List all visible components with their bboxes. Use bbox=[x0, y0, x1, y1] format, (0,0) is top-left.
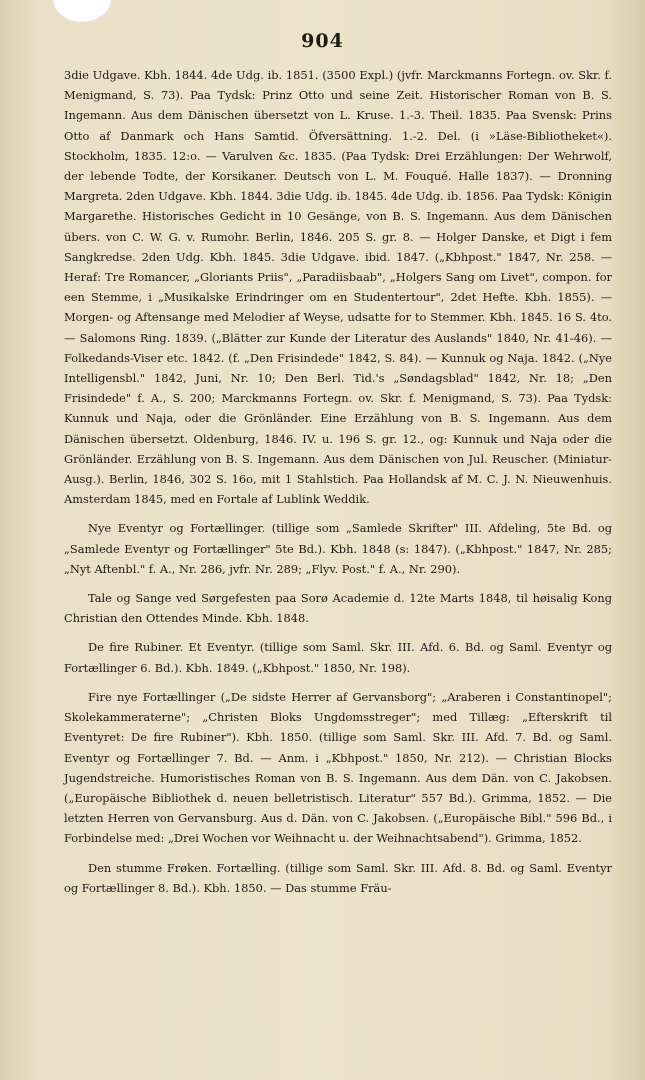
paragraph-nye-eventyr: Nye Eventyr og Fortællinger. (tillige som „Samlede Skrifter" III. Afdeling, 5te Bd. og „Samlede Eventyr og Fortællinger" 5te Bd.). Kbh. 1848 (s: 1847). („Kbhpost." 1847, Nr. 285; „Nyt Aftenbl." f. A., Nr. 286, jvfr. Nr. 289; „Flyv. Post." f. A., Nr. 290). bbox=[64, 521, 612, 576]
paragraph-fire-nye-fortaellinger: Fire nye Fortællinger („De sidste Herrer af Gervansborg"; „Araberen i Constantinopel"; Skolekammeraterne"; „Christen Bloks Ungdomsstreger"; med Tillæg: „Efterskrift til Eventyret: De fire Rubiner"). Kbh. 1850. (tillige som Saml. Skr. III. Afd. 7. Bd. og Saml. Eventyr og Fortællinger 7. Bd. — Anm. i „Kbhpost." 1850, Nr. 212). — Christian Blocks Jugendstreiche. Humoristisches Roman von B. S. Ingemann. Aus dem Dän. von C. Jakobsen. („Europäische Bibliothek d. neuen belletristisch. Literatur" 557 Bd.). Grimma, 1852. — Die letzten Herren von Gervansburg. Aus d. Dän. von C. Jakobsen. („Europäische Bibl." 596 Bd., i Forbindelse med: „Drei Wochen vor Weihnacht u. der Weihnachtsabend"). Grimma, 1852. bbox=[64, 689, 612, 846]
paragraph-den-stumme-froken: Den stumme Frøken. Fortælling. (tillige som Saml. Skr. III. Afd. 8. Bd. og Saml. Eventyr og Fortællinger 8. Bd.). Kbh. 1850. — Das stumme Fräu- bbox=[64, 860, 612, 895]
page-body bbox=[64, 65, 612, 898]
paragraph-de-fire-rubiner: De fire Rubiner. Et Eventyr. (tillige som Saml. Skr. III. Afd. 6. Bd. og Saml. Eventyr og Fortællinger 6. Bd.). Kbh. 1849. („Kbhpost." 1850, Nr. 198). bbox=[64, 640, 612, 675]
paragraph-tale-og-sange: Tale og Sange ved Sørgefesten paa Sorø Academie d. 12te Marts 1848, til høisalig Kong Christian den Ottendes Minde. Kbh. 1848. bbox=[64, 591, 612, 626]
paragraph-continuation: 3die Udgave. Kbh. 1844. 4de Udg. ib. 1851. (3500 Expl.) (jvfr. Marckmanns Fortegn. ov. Skr. f. Menigmand, S. 73). Paa Tydsk: Prinz Otto und seine Zeit. Historischer Roman von B. S. Ingemann. Aus dem Dänischen übersetzt von L. Kruse. 1.-3. Theil. 1835. Paa Svensk: Prins Otto af Danmark och Hans Samtid. Öfversättning. 1.-2. Del. (i »Läse-Bibliotheket«). Stockholm, 1835. 12:o. — Varulven &c. 1835. (Paa Tydsk: Drei Erzählungen: Der Wehrwolf, der lebende Todte, der Korsikaner. Deutsch von L. M. Fouqué. Halle 1837). — Dronning Margreta. 2den Udgave. Kbh. 1844. 3die Udg. ib. 1845. 4de Udg. ib. 1856. Paa Tydsk: Königin Margarethe. Historisches Gedicht in 10 Gesänge, von B. S. Ingemann. Aus dem Dänischen übers. von C. W. G. v. Rumohr. Berlin, 1846. 205 S. gr. 8. — Holger Danske, et Digt i fem Sangkredse. 2den Udg. Kbh. 1845. 3die Udgave. ibid. 1847. („Kbhpost." 1847, Nr. 258. — Heraf: Tre Romancer, „Gloriants Priis", „Paradiisbaab", „Holgers Sang om Livet", compon. for een Stemme, i „Musikalske Erindringer om en Studentertour", 2det Hefte. Kbh. 1855). — Morgen- og Aftensange med Melodier af Weyse, udsatte for to Stemmer. Kbh. 1845. 16 S. 4to. — Salomons Ring. 1839. („Blätter zur Kunde der Literatur des Auslands" 1840, Nr. 41-46). — Folkedands-Viser etc. 1842. (f. „Den Frisindede" 1842, S. 84). — Kunnuk og Naja. 1842. („Nye Intelligensbl." 1842, Juni, Nr. 10; Den Berl. Tid.'s „Søndagsblad" 1842, Nr. 18; „Den Frisindede" f. A., S. 200; Marckmanns Fortegn. ov. Skr. f. Menigmand, S. 73). Paa Tydsk: Kunnuk und Naja, oder die Grönländer. Eine Erzählung von B. S. Ingemann. Aus dem Dänischen übersetzt. Oldenburg, 1846. IV. u. 196 S. gr. 12., og: Kunnuk und Naja oder die Grönländer. Erzählung von B. S. Ingemann. Aus dem Dänischen von Jul. Reuscher. (Miniatur-Ausg.). Berlin, 1846, 302 S. 16o, mit 1 Stahlstich. Paa Hollandsk af M. C. J. N. Nieuwenhuis. Amsterdam 1845, med en Fortale af Lublink Weddik. bbox=[64, 68, 612, 507]
page-number: 904 bbox=[301, 30, 344, 52]
page-corner-hole bbox=[52, 0, 112, 22]
